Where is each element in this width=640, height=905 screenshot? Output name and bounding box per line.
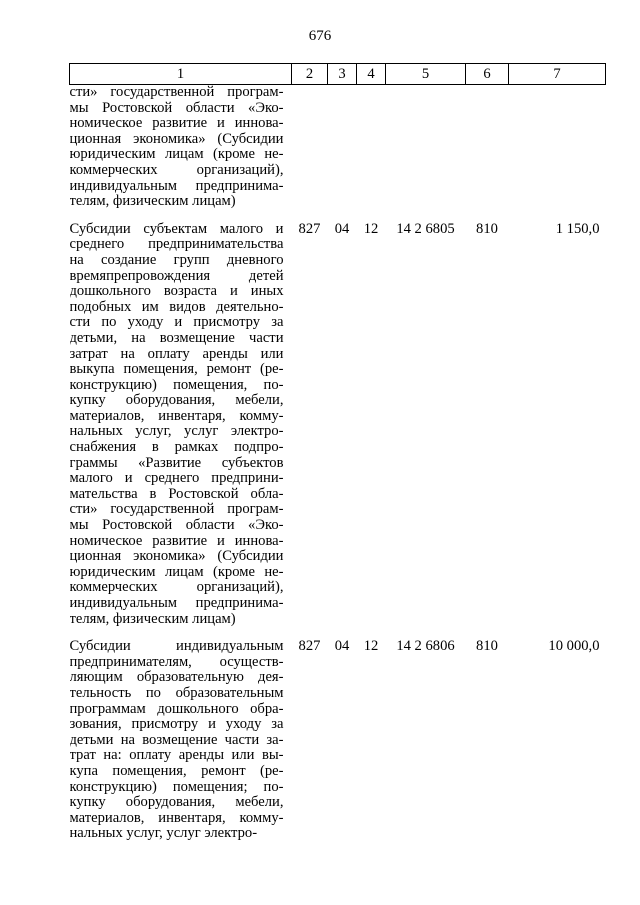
description-line: времяпрепровождения детей <box>69 268 284 284</box>
table-row <box>70 85 606 210</box>
row-description <box>70 85 292 210</box>
description-line: материалов, инвентаря, комму- <box>69 408 284 424</box>
expense-type-code: 810 <box>476 220 498 237</box>
description-line: конструкцию) помещения, по- <box>69 377 284 393</box>
description-line: сти» государственной програм- <box>69 502 284 518</box>
description-line: детьми, на возмещение части <box>69 330 284 346</box>
description-line: сти» государственной програм- <box>69 85 284 100</box>
column-header: 3 <box>328 64 357 85</box>
column-header: 7 <box>509 64 606 85</box>
description-line: предпринимателям, осуществ- <box>69 654 284 670</box>
description-line: на создание групп дневного <box>69 252 284 268</box>
description-line: мы Ростовской области «Эко- <box>69 518 284 534</box>
description-line: среднего предпринимательства <box>69 237 284 253</box>
table-row <box>70 639 606 842</box>
ministry-code: 827 <box>298 638 321 655</box>
description-line: телям, физическим лицам) <box>69 194 236 210</box>
ministry-code: 827 <box>298 220 321 237</box>
target-article-code: 14 2 6806 <box>396 638 455 655</box>
description-line: зования, присмотру и уходу за <box>69 717 284 733</box>
column-header: 6 <box>466 64 509 85</box>
description-line: мы Ростовской области «Эко- <box>69 100 284 116</box>
expense-type-code <box>466 85 509 210</box>
description-line: индивидуальным предпринима- <box>69 596 284 611</box>
description-line: мательства в Ростовской обла- <box>69 486 284 502</box>
description-line: нальных услуг, услуг электро- <box>69 424 284 440</box>
column-header: 1 <box>70 64 292 85</box>
table-header-row <box>70 64 606 85</box>
description-line: снабжения в рамках подпро- <box>69 440 284 456</box>
description-line: номическое развитие и иннова- <box>69 533 284 549</box>
description-line: Субсидии субъектам малого и <box>69 221 284 237</box>
description-line: материалов, инвентаря, комму- <box>69 810 284 826</box>
page-number: 676 <box>308 28 332 44</box>
description-line: детьми на возмещение части за- <box>69 732 284 748</box>
section-code: 04 <box>334 220 350 237</box>
target-article-code: 14 2 6805 <box>396 220 455 237</box>
subsection-code: 12 <box>363 220 379 237</box>
subsection-code: 12 <box>363 638 379 655</box>
ministry-code <box>292 85 328 210</box>
row-description <box>70 639 292 842</box>
description-line: подобных им видов деятельно- <box>69 299 284 315</box>
subsection-code <box>357 85 386 210</box>
description-line: конструкцию) помещения; по- <box>69 779 284 795</box>
row-description <box>70 222 292 627</box>
description-line: нальных услуг, услуг электро- <box>69 826 258 842</box>
budget-table <box>69 63 606 842</box>
amount: 1 150,0 <box>555 220 600 237</box>
description-line: сти по уходу и присмотру за <box>69 315 284 331</box>
description-line: ляющим образовательную дея- <box>69 670 284 686</box>
description-line: номическое развитие и иннова- <box>69 116 284 132</box>
description-line: выкупа помещения, ремонт (ре- <box>69 362 284 378</box>
amount <box>509 85 606 210</box>
description-line: купку оборудования, мебели, <box>69 393 284 409</box>
description-line: затрат на оплату аренды или <box>69 346 284 362</box>
column-header: 2 <box>292 64 328 85</box>
description-line: граммы «Развитие субъектов <box>69 455 284 471</box>
description-line: ционная экономика» (Субсидии <box>69 131 284 147</box>
description-line: программам дошкольного обра- <box>69 701 284 717</box>
description-line: индивидуальным предпринима- <box>69 178 284 194</box>
description-line: Субсидии индивидуальным <box>69 639 284 655</box>
expense-type-code: 810 <box>476 638 498 655</box>
description-line: трат на: оплату аренды или вы- <box>69 748 284 764</box>
description-line: купа помещения, ремонт (ре- <box>69 763 284 779</box>
description-line: малого и среднего предприни- <box>69 471 284 487</box>
section-code <box>328 85 357 210</box>
row-spacer <box>70 210 606 222</box>
description-line: коммерческих организаций), <box>69 162 284 178</box>
description-line: коммерческих организаций), <box>69 580 284 596</box>
description-line: тельность по образовательным <box>69 685 284 701</box>
description-line: юридическим лицам (кроме не- <box>69 147 284 163</box>
description-line: ционная экономика» (Субсидии <box>69 549 284 565</box>
section-code: 04 <box>334 638 350 655</box>
column-header: 5 <box>386 64 466 85</box>
description-line: телям, физическим лицам) <box>69 611 236 627</box>
description-line: купку оборудования, мебели, <box>69 795 284 811</box>
amount: 10 000,0 <box>548 638 600 655</box>
target-article-code <box>386 85 466 210</box>
column-header: 4 <box>357 64 386 85</box>
table-row <box>70 222 606 627</box>
description-line: дошкольного возраста и иных <box>69 284 284 300</box>
description-line: юридическим лицам (кроме не- <box>69 564 284 580</box>
